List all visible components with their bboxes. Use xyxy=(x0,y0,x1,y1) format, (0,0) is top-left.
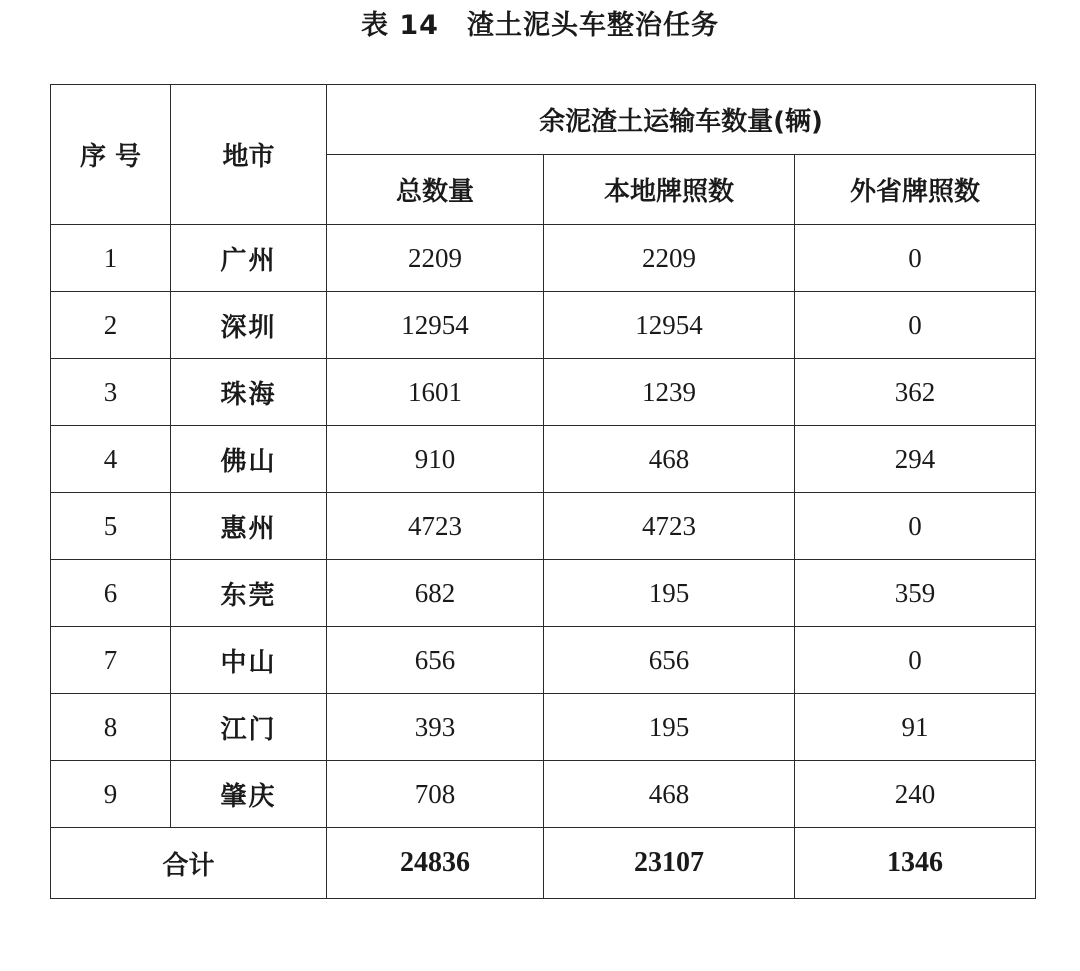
row-local: 195 xyxy=(544,694,795,761)
table-row xyxy=(51,627,1036,694)
row-nonlocal: 0 xyxy=(795,493,1036,560)
row-total: 12954 xyxy=(327,292,544,359)
table-row xyxy=(51,761,1036,828)
row-city: 肇庆 xyxy=(171,761,327,828)
row-total: 1601 xyxy=(327,359,544,426)
table-row xyxy=(51,225,1036,292)
row-total: 2209 xyxy=(327,225,544,292)
row-city: 珠海 xyxy=(171,359,327,426)
totals-row xyxy=(51,828,1036,899)
row-total: 4723 xyxy=(327,493,544,560)
row-local: 195 xyxy=(544,560,795,627)
header-group: 余泥渣土运输车数量(辆) xyxy=(327,85,1036,155)
table-row xyxy=(51,292,1036,359)
row-city: 中山 xyxy=(171,627,327,694)
row-nonlocal: 294 xyxy=(795,426,1036,493)
row-local: 1239 xyxy=(544,359,795,426)
row-city: 广州 xyxy=(171,225,327,292)
row-city: 东莞 xyxy=(171,560,327,627)
row-index: 4 xyxy=(51,426,171,493)
row-nonlocal: 359 xyxy=(795,560,1036,627)
row-total: 393 xyxy=(327,694,544,761)
row-index: 7 xyxy=(51,627,171,694)
row-nonlocal: 91 xyxy=(795,694,1036,761)
totals-label: 合计 xyxy=(51,828,327,899)
header-row-top xyxy=(51,85,1036,155)
row-index: 1 xyxy=(51,225,171,292)
task-table xyxy=(50,84,1036,899)
row-nonlocal: 0 xyxy=(795,627,1036,694)
row-total: 910 xyxy=(327,426,544,493)
header-local: 本地牌照数 xyxy=(544,155,795,225)
row-index: 8 xyxy=(51,694,171,761)
row-local: 2209 xyxy=(544,225,795,292)
row-city: 江门 xyxy=(171,694,327,761)
row-index: 5 xyxy=(51,493,171,560)
row-total: 656 xyxy=(327,627,544,694)
row-local: 4723 xyxy=(544,493,795,560)
row-city: 深圳 xyxy=(171,292,327,359)
row-local: 12954 xyxy=(544,292,795,359)
row-nonlocal: 362 xyxy=(795,359,1036,426)
row-local: 468 xyxy=(544,426,795,493)
header-index: 序 号 xyxy=(51,85,171,225)
totals-local: 23107 xyxy=(544,828,795,899)
totals-total: 24836 xyxy=(327,828,544,899)
header-total: 总数量 xyxy=(327,155,544,225)
table-row xyxy=(51,426,1036,493)
table-row xyxy=(51,694,1036,761)
row-index: 3 xyxy=(51,359,171,426)
row-total: 682 xyxy=(327,560,544,627)
row-nonlocal: 0 xyxy=(795,225,1036,292)
table-row xyxy=(51,493,1036,560)
row-total: 708 xyxy=(327,761,544,828)
row-city: 惠州 xyxy=(171,493,327,560)
row-local: 656 xyxy=(544,627,795,694)
header-city: 地市 xyxy=(171,85,327,225)
row-index: 2 xyxy=(51,292,171,359)
page-title: 表 14 渣土泥头车整治任务 xyxy=(361,10,719,41)
row-local: 468 xyxy=(544,761,795,828)
row-nonlocal: 240 xyxy=(795,761,1036,828)
header-nonlocal: 外省牌照数 xyxy=(795,155,1036,225)
table-row xyxy=(51,560,1036,627)
row-index: 6 xyxy=(51,560,171,627)
row-nonlocal: 0 xyxy=(795,292,1036,359)
table-row xyxy=(51,359,1036,426)
row-index: 9 xyxy=(51,761,171,828)
totals-nonlocal: 1346 xyxy=(795,828,1036,899)
row-city: 佛山 xyxy=(171,426,327,493)
